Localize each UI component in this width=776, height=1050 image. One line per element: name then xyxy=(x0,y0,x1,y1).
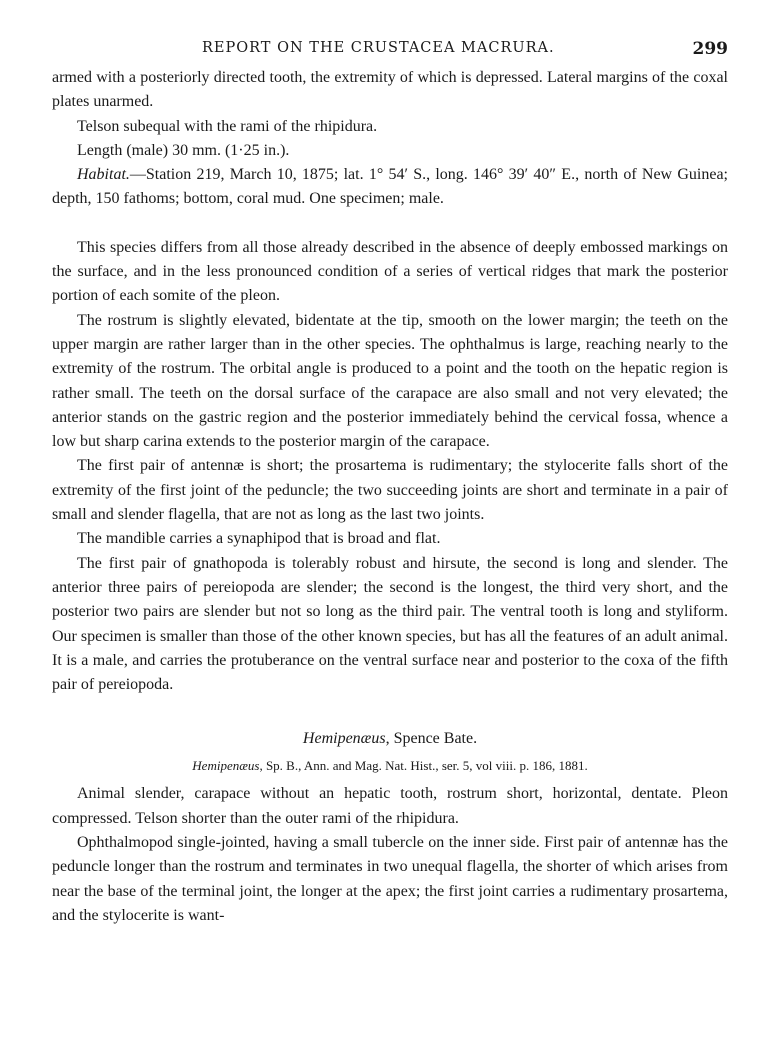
paragraph-antennae: The first pair of antennæ is short; the prosartema is rudimentary; the stylocerite falls short of the extremity of the first joint of the peduncle; the two succeeding joints are short and terminate in a pair of small and slender flagella, that are not as long as the last two joints. xyxy=(52,457,728,524)
paragraph-rostrum: The rostrum is slightly elevated, bidentate at the tip, smooth on the lower margin; the teeth on the upper margin are rather larger than in the other species. The ophthalmus is large, reaching nearly to the extremity of the rostrum. The orbital angle is produced to a point and the tooth on the hepatic region is rather small. The teeth on the dorsal surface of the carapace are also small and not very elevated; the anterior stands on the gastric region and the posterior immediately behind the cervical fossa, whence a low but sharp carina extends to the posterior margin of the carapace. xyxy=(52,311,728,451)
habitat-text: —Station 219, March 10, 1875; lat. 1° 54′ S., long. 146° 39′ 40″ E., north of New Guinea; depth, 150 fathoms; bottom, coral mud. One specimen; male. xyxy=(52,166,728,208)
paragraph-armed: armed with a posteriorly directed tooth, the extremity of which is depressed. Lateral margins of the coxal plates unarmed. xyxy=(52,69,728,111)
page xyxy=(52,40,728,928)
page-number: 299 xyxy=(692,39,728,59)
genus-reference xyxy=(52,758,728,774)
running-title: REPORT ON THE CRUSTACEA MACRURA. xyxy=(202,40,555,56)
genus-heading xyxy=(52,730,728,748)
paragraph-ophthalmopod: Ophthalmopod single-jointed, having a small tubercle on the inner side. First pair of antennæ has the peduncle longer than the rostrum and terminates in two unequal flagella, the shorter of which arises from near the base of the terminal joint, the longer at the apex; the first joint carries a rudimentary prosartema, and the stylocerite is want- xyxy=(52,834,728,924)
paragraph-differs: This species differs from all those already described in the absence of deeply embossed markings on the surface, and in the less pronounced condition of a series of vertical ridges that mark the posterior portion of each somite of the pleon. xyxy=(52,238,728,305)
paragraph-gnathopoda: The first pair of gnathopoda is tolerably robust and hirsute, the second is long and slender. The anterior three pairs of pereiopoda are slender; the second is the longest, the third very short, and the posterior two pairs are slender but not so long as the third pair. The ventral tooth is long and styliform. Our specimen is smaller than those of the other known species, but has all the features of an adult animal. It is a male, and carries the protuberance on the ventral surface near and posterior to the coxa of the fifth pair of pereiopoda. xyxy=(52,554,728,694)
reference-text: , Sp. B., Ann. and Mag. Nat. Hist., ser. 5, vol viii. p. 186, 1881. xyxy=(259,758,588,774)
reference-name: Hemipenæus xyxy=(192,758,260,774)
paragraph-mandible: The mandible carries a synaphipod that is broad and flat. xyxy=(77,530,441,548)
paragraph-telson: Telson subequal with the rami of the rhipidura. xyxy=(77,117,378,135)
habitat-label: Habitat. xyxy=(77,166,130,184)
genus-author: , Spence Bate. xyxy=(385,730,478,748)
paragraph-habitat xyxy=(52,163,728,212)
paragraph-length: Length (male) 30 mm. (1·25 in.). xyxy=(77,141,290,159)
genus-name: Hemipenæus xyxy=(302,730,386,748)
running-header xyxy=(52,40,728,66)
paragraph-animal-slender: Animal slender, carapace without an hepatic tooth, rostrum short, horizontal, dentate. Pleon compressed. Telson shorter than the outer rami of the rhipidura. xyxy=(52,785,728,827)
